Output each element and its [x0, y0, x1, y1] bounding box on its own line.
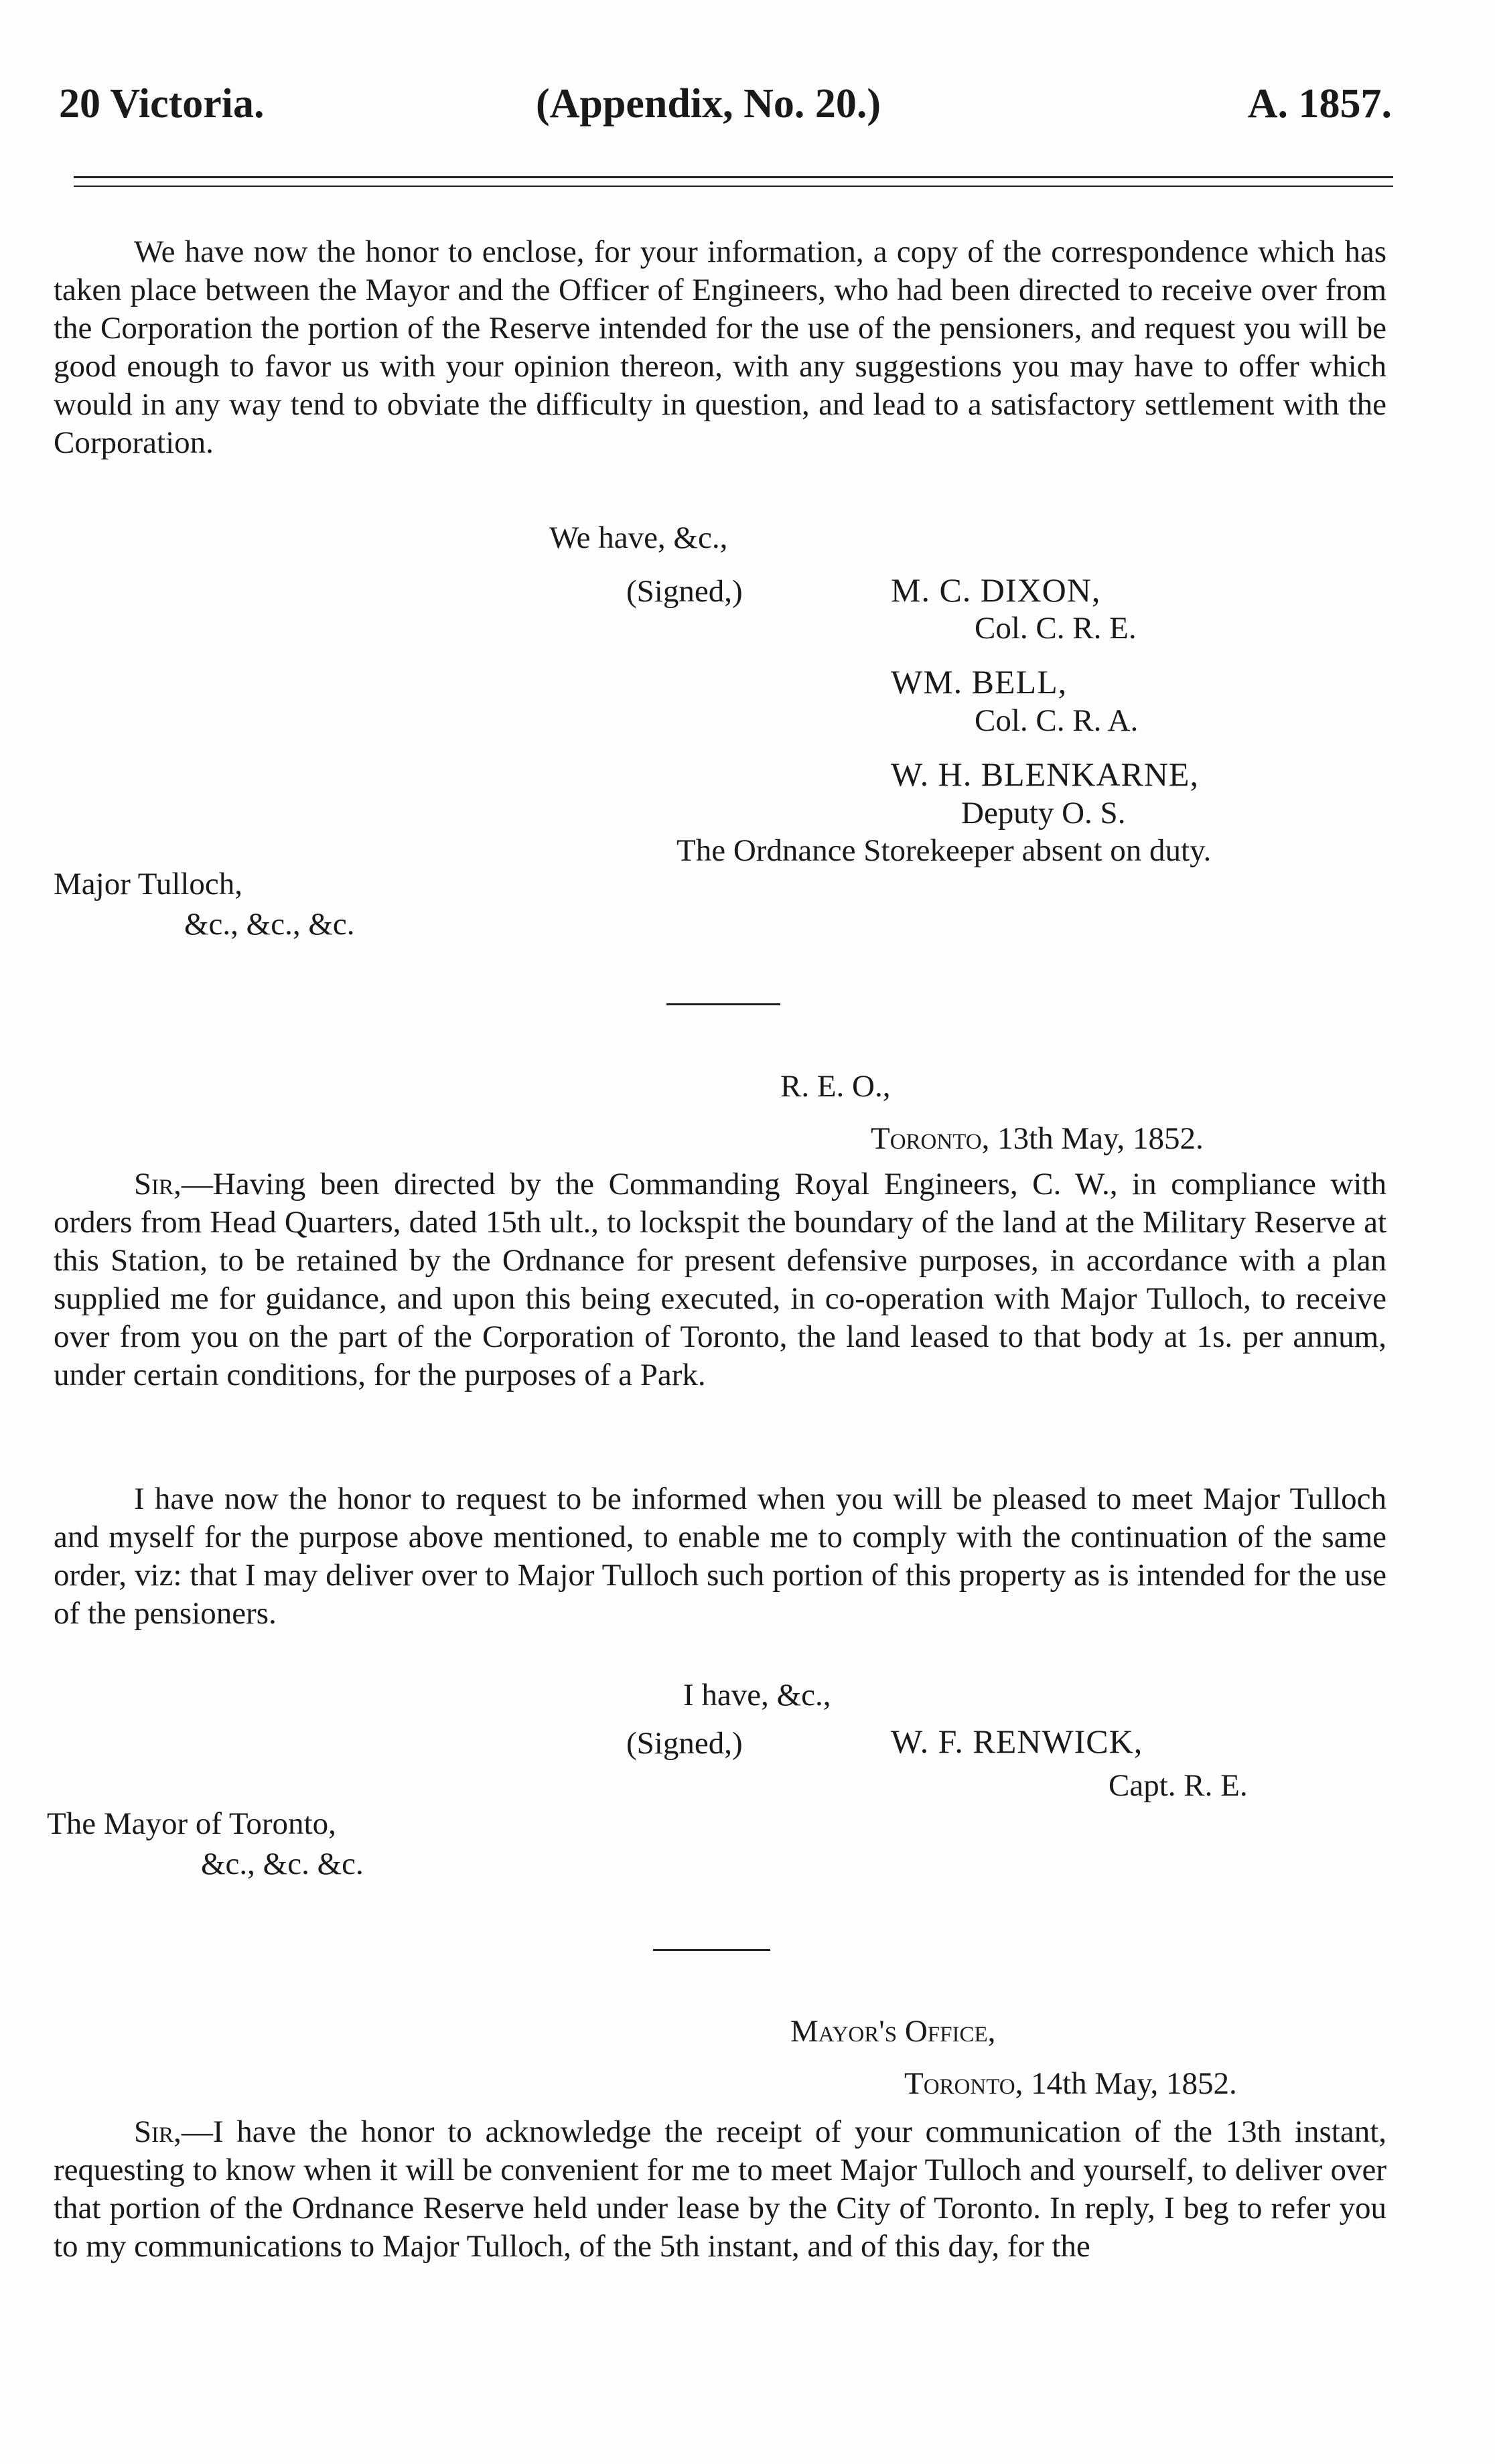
- letter2-addressee: The Mayor of Toronto,: [47, 1806, 336, 1841]
- letter2-signatory-name: W. F. RENWICK,: [891, 1723, 1143, 1760]
- letter3-office-text: Mayor's Office,: [790, 2014, 996, 2049]
- letter1-signed: (Signed,): [626, 574, 743, 609]
- letter2-salutation: Sir,: [134, 1167, 182, 1202]
- letter1-note: The Ordnance Storekeeper absent on duty.: [677, 833, 1212, 868]
- signatory-2-name: WM. BELL,: [891, 663, 1068, 701]
- letter1-addressee: Major Tulloch,: [54, 867, 243, 901]
- signatory-3-title: Deputy O. S.: [961, 796, 1126, 830]
- letter1-body: We have now the honor to enclose, for your information, a copy of the correspondence which has taken place between the Mayor and the Officer of Engineers, who had been directed to receive over from the Corporation the portion of the Reserve intended for the use of the pensioners, and request you will be good enough to favor us with your opinion thereon, with any suggestions you may have to offer which would in any way tend to obviate the difficulty in question, and lead to a satisfactory settlement with the Corporation.: [54, 234, 1386, 460]
- letter2-signed: (Signed,): [626, 1726, 743, 1761]
- letter2-closing: I have, &c.,: [683, 1678, 831, 1713]
- header-session: 20 Victoria.: [59, 81, 265, 127]
- letter2-signatory-title: Capt. R. E.: [1109, 1768, 1248, 1803]
- signatory-1-title: Col. C. R. E.: [975, 611, 1137, 646]
- signatory-1-name: M. C. DIXON,: [891, 571, 1101, 609]
- letter1-addressee-etc: &c., &c., &c.: [184, 907, 355, 942]
- header-year: A. 1857.: [1247, 81, 1392, 127]
- signatory-3-name: W. H. BLENKARNE,: [891, 755, 1199, 793]
- section-divider-1: [666, 1003, 780, 1005]
- letter3-body-text: —I have the honor to acknowledge the receipt of your communication of the 13th instant, requesting to know when it will be convenient for me to meet Major Tulloch and yourself, to deliver over that portion of the Ordnance Reserve held under lease by the City of Toronto. In reply, I beg to refer you to my communications to Major Tulloch, of the 5th instant, and of this day, for the: [54, 2114, 1386, 2264]
- signatory-2-title: Col. C. R. A.: [975, 703, 1139, 738]
- letter1-closing: We have, &c.,: [549, 520, 728, 555]
- header-appendix: (Appendix, No. 20.): [536, 81, 881, 127]
- letter3-office: [790, 2013, 995, 2051]
- letter2-office: R. E. O.,: [780, 1069, 891, 1104]
- letter3-dateline: [904, 2065, 1237, 2103]
- header-rule-top: [74, 176, 1393, 178]
- letter3-date: 14th May, 1852.: [1031, 2066, 1237, 2101]
- letter2-place: Toronto,: [871, 1121, 990, 1156]
- header-rule-bottom: [74, 186, 1393, 187]
- letter3-body: [54, 2113, 1386, 2266]
- letter2-body-1: [54, 1165, 1386, 1394]
- letter2-body-2: I have now the honor to request to be informed when you will be pleased to meet Major Tulloch and myself for the purpose above mentioned, to enable me to comply with the continuation of the same order, viz: that I may deliver over to Major Tulloch such portion of this property as is intended for the use of the pensioners.: [54, 1481, 1386, 1631]
- letter2-date: 13th May, 1852.: [997, 1121, 1204, 1156]
- letter3-place: Toronto,: [904, 2066, 1023, 2101]
- letter2-dateline: [871, 1120, 1204, 1158]
- letter3-salutation: Sir,: [134, 2114, 182, 2149]
- letter2-addressee-etc: &c., &c. &c.: [201, 1846, 364, 1881]
- running-header: [59, 74, 1392, 134]
- section-divider-2: [653, 1949, 770, 1951]
- letter2-body-1-text: —Having been directed by the Commanding Royal Engineers, C. W., in compliance with orders from Head Quarters, dated 15th ult., to lockspit the boundary of the land at the Military Reserve at this Station, to be retained by the Ordnance for present defensive purposes, in accordance with a plan supplied me for guidance, and upon this being executed, in co-operation with Major Tulloch, to receive over from you on the part of the Corporation of Toronto, the land leased to that body at 1s. per annum, under certain conditions, for the purposes of a Park.: [54, 1167, 1386, 1392]
